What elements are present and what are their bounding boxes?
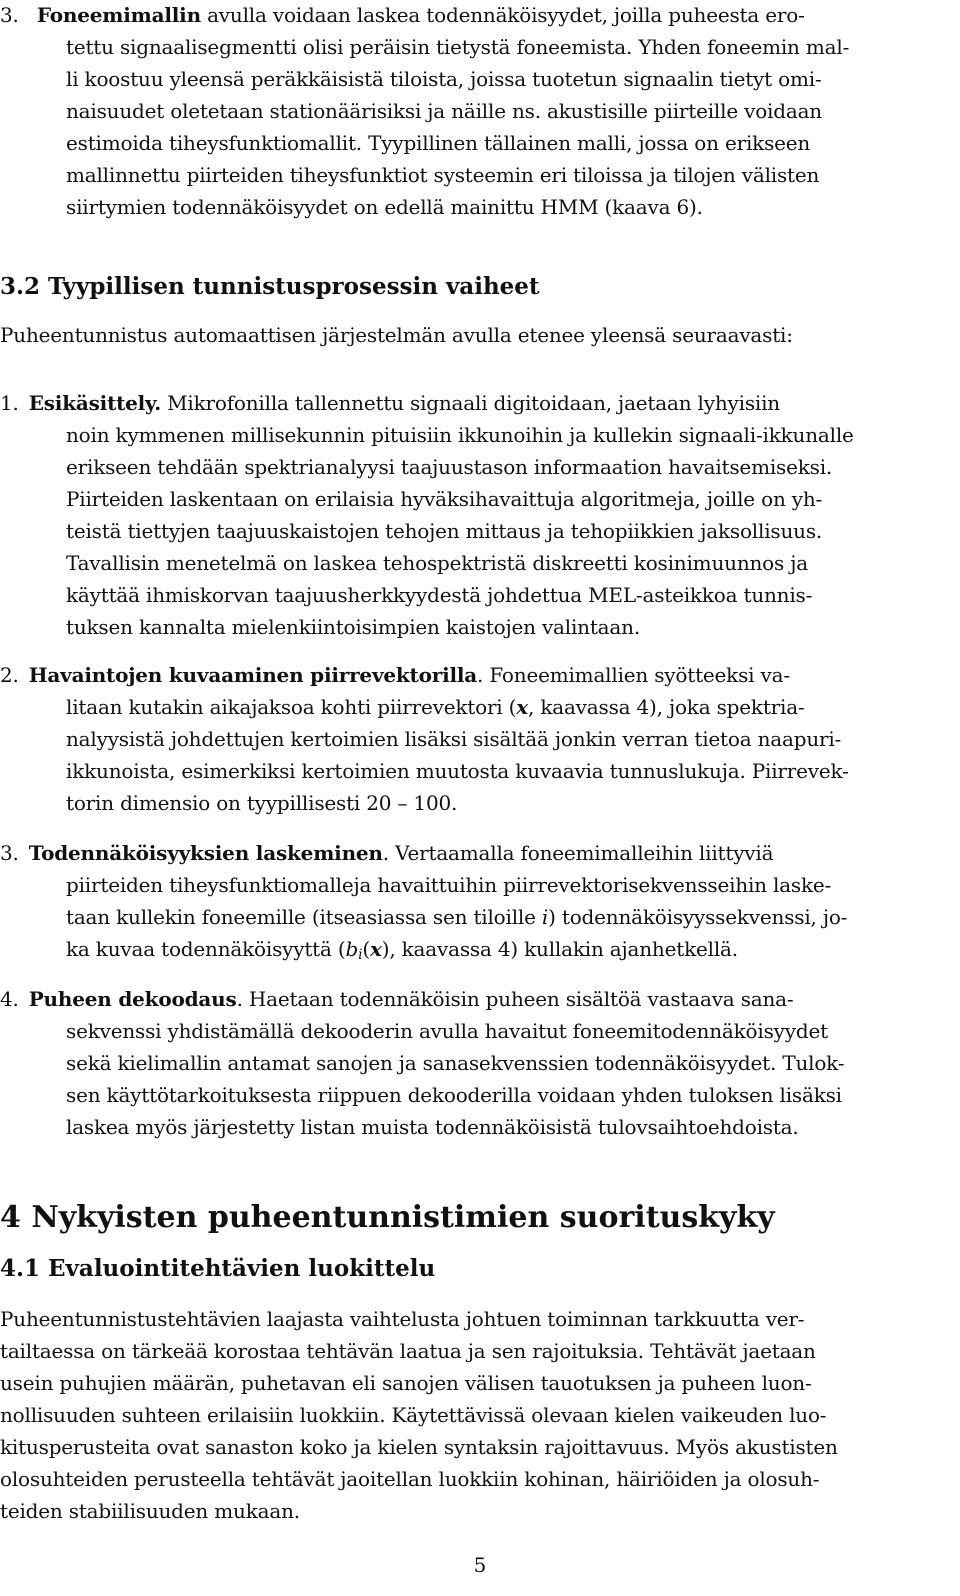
text: Mikrofonilla tallennettu signaali digitoidaan, jaetaan lyhyisiin — [160, 391, 780, 415]
list-number: 4. — [0, 987, 19, 1011]
line: erikseen tehdään spektrianalyysi taajuustason informaation havaitsemiseksi. — [66, 455, 833, 479]
line — [0, 984, 793, 1014]
paragraph: Puheentunnistus automaattisen järjestelmän avulla etenee yleensä seuraavasti: — [0, 323, 793, 347]
text: ka kuvaa todennäköisyyttä ( — [66, 937, 346, 961]
line: Tavallisin menetelmä on laskea tehospektristä diskreetti kosinimuunnos ja — [66, 551, 808, 575]
text: . Foneemimallien syötteeksi va- — [477, 663, 790, 687]
math-i: i — [541, 905, 549, 929]
line — [0, 838, 773, 868]
line: Puheentunnistustehtävien laajasta vaihtelusta johtuen toiminnan tarkkuutta ver- — [0, 1307, 805, 1331]
text: ), kaavassa 4) kullakin ajanhetkellä. — [381, 937, 738, 961]
line: kitusperusteita ovat sanaston koko ja kielen syntaksin rajoittavuus. Myös akustisten — [0, 1435, 838, 1459]
line: mallinnettu piirteiden tiheysfunktiot systeemin eri tiloissa ja tilojen välisten — [66, 163, 820, 187]
line: ikkunoista, esimerkiksi kertoimien muutosta kuvaavia tunnuslukuja. Piirrevek- — [66, 759, 849, 783]
list-number: 2. — [0, 663, 19, 687]
text: . Vertaamalla foneemimalleihin liittyviä — [382, 841, 774, 865]
term: Havaintojen kuvaaminen piirrevektorilla — [28, 663, 478, 687]
line: tailtaessa on tärkeää korostaa tehtävän laatua ja sen rajoituksia. Tehtävät jaetaan — [0, 1339, 816, 1363]
line: torin dimensio on tyypillisesti 20 – 100. — [66, 791, 458, 815]
math-x: x — [516, 695, 528, 719]
page-number: 5 — [473, 1553, 487, 1577]
line — [66, 692, 805, 722]
section-heading: 3.2 Tyypillisen tunnistusprosessin vaiheet — [0, 273, 540, 300]
list-number: 1. — [0, 391, 19, 415]
line: piirteiden tiheysfunktiomalleja havaittuihin piirrevektorisekvensseihin laske- — [66, 873, 832, 897]
line: olosuhteiden perusteella tehtävät jaoitellan luokkiin kohinan, häiriöiden ja olosuh- — [0, 1467, 820, 1491]
term: Todennäköisyyksien laskeminen — [28, 841, 383, 865]
line: nalyysistä johdettujen kertoimien lisäksi sisältää jonkin verran tietoa naapuri- — [66, 727, 842, 751]
line: teiden stabiilisuuden mukaan. — [0, 1499, 300, 1523]
text: ( — [362, 937, 370, 961]
line: sekvenssi yhdistämällä dekooderin avulla havaitut foneemitodennäköisyydet — [66, 1019, 828, 1043]
list-number: 3. — [0, 3, 19, 27]
line: nollisuuden suhteen erilaisiin luokkiin. Käytettävissä olevaan kielen vaikeuden luo- — [0, 1403, 827, 1427]
line: noin kymmenen millisekunnin pituisiin ikkunoihin ja kullekin signaali-ikkunalle — [66, 423, 854, 447]
line — [66, 902, 847, 932]
line: laskea myös järjestetty listan muista todennäköisistä tulovsaihtoehdoista. — [66, 1115, 799, 1139]
math-b: b — [345, 937, 359, 961]
line — [0, 388, 780, 418]
text: , kaavassa 4), joka spektria- — [528, 695, 805, 719]
line: käyttää ihmiskorvan taajuusherkkyydestä johdettua MEL-asteikkoa tunnis- — [66, 583, 813, 607]
text: . Haetaan todennäköisin puheen sisältöä vastaava sana- — [236, 987, 794, 1011]
math-x: x — [369, 937, 382, 961]
line — [66, 934, 738, 970]
line: siirtymien todennäköisyydet on edellä mainittu HMM (kaava 6). — [66, 195, 703, 219]
text: taan kullekin foneemille (itseasiassa sen tiloille — [66, 905, 542, 929]
text: ) todennäköisyyssekvenssi, jo- — [548, 905, 848, 929]
line: sen käyttötarkoituksesta riippuen dekooderilla voidaan yhden tuloksen lisäksi — [66, 1083, 842, 1107]
section-heading: 4 Nykyisten puheentunnistimien suorituskyky — [0, 1200, 775, 1235]
line: li koostuu yleensä peräkkäisistä tiloista, joissa tuotetun signaalin tietyt omi- — [66, 67, 822, 91]
line: tuksen kannalta mielenkiintoisimpien kaistojen valintaan. — [66, 615, 640, 639]
line: teistä tiettyjen taajuuskaistojen tehojen mittaus ja tehopiikkien jaksollisuus. — [66, 519, 823, 543]
line: Piirteiden laskentaan on erilaisia hyväksihavaittuja algoritmeja, joille on yh- — [66, 487, 823, 511]
term: Foneemimallin — [36, 3, 201, 27]
text: avulla voidaan laskea todennäköisyydet, joilla puheesta ero- — [200, 3, 805, 27]
line: sekä kielimallin antamat sanojen ja sanasekvenssien todennäköisyydet. Tulok- — [66, 1051, 845, 1075]
line: tettu signaalisegmentti olisi peräisin tietystä foneemista. Yhden foneemin mal- — [66, 35, 850, 59]
term: Puheen dekoodaus — [28, 987, 237, 1011]
list-number: 3. — [0, 841, 19, 865]
text: litaan kutakin aikajaksoa kohti piirrevektori ( — [66, 695, 517, 719]
term: Esikäsittely. — [28, 391, 161, 415]
math-subscript-i: i — [358, 947, 363, 963]
line — [0, 660, 790, 690]
line: usein puhujien määrän, puhetavan eli sanojen välisen tauotuksen ja puheen luon- — [0, 1371, 812, 1395]
subsection-heading: 4.1 Evaluointitehtävien luokittelu — [0, 1255, 436, 1282]
line: estimoida tiheysfunktiomallit. Tyypillinen tällainen malli, jossa on erikseen — [66, 131, 811, 155]
line — [0, 0, 805, 30]
line: naisuudet oletetaan stationäärisiksi ja näille ns. akustisille piirteille voidaan — [66, 99, 822, 123]
